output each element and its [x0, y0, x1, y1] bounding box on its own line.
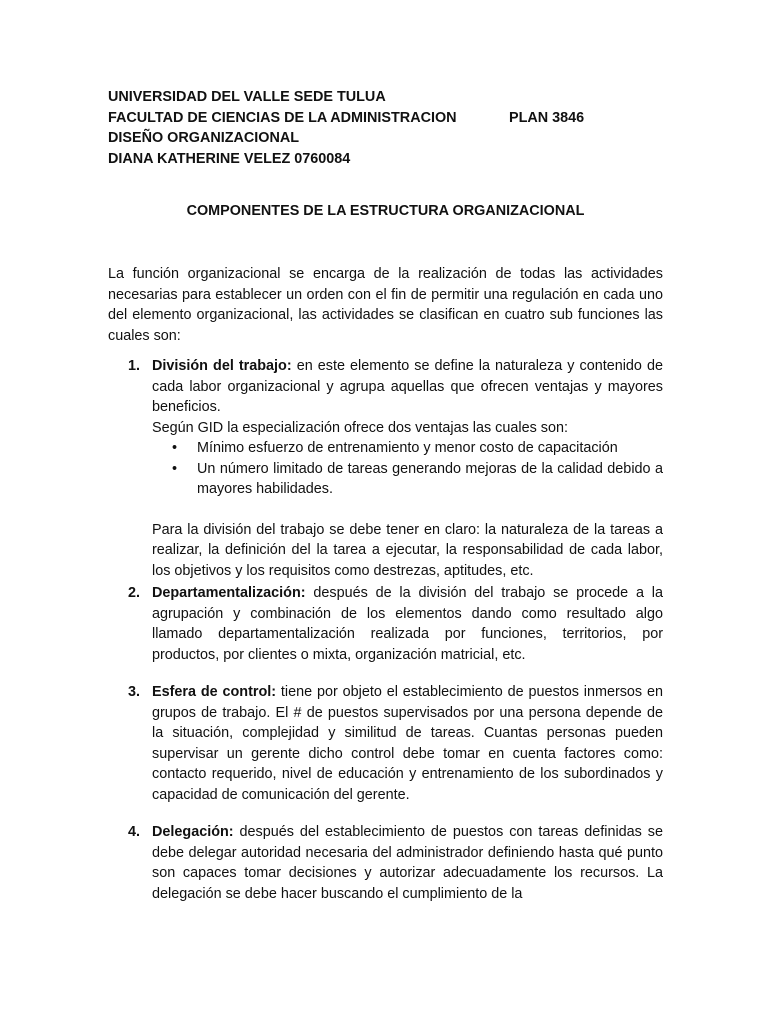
- intro-paragraph: La función organizacional se encarga de la realización de todas las actividades necesarias para establecer un orden con el fin de permitir una regulación en cada uno del elemento organizacional, las actividades se clasifican en cuatro sub funciones las cuales son:: [108, 266, 663, 344]
- item-text: tiene por objeto el establecimiento de puestos inmersos en grupos de trabajo. El # de puestos supervisados por una persona depende de la situación, complejidad y similitud de tareas. Cuantas personas pueden supervisar un gerente dicho control debe tomar en cuenta factores como: contacto requerido, nivel de educación y entrenamiento de los subordinados y capacidad de comunicación del gerente.: [152, 684, 663, 803]
- item-content: [152, 682, 663, 805]
- item-text: después del establecimiento de puestos con tareas definidas se debe delegar autoridad necesaria del administrador definiendo hasta qué punto son capaces tomar decisiones y autorizar adecuadamente los recursos. La delegación se debe hacer buscando el cumplimiento de la: [152, 824, 663, 902]
- item-content: [152, 822, 663, 904]
- item-number: 2.: [128, 585, 141, 601]
- bullet-item: • Mínimo esfuerzo de entrenamiento y menor costo de capacitación: [152, 438, 663, 459]
- university-name: UNIVERSIDAD DEL VALLE SEDE TULUA: [108, 89, 386, 105]
- item-term: Departamentalización:: [152, 585, 306, 601]
- bullet-icon: •: [172, 440, 178, 456]
- bullet-list: [152, 438, 663, 500]
- item-text: en este elemento se define la naturaleza y contenido de cada labor organizacional y agrupa aquellas que ofrecen ventajas y mayores beneficios.: [152, 358, 663, 415]
- plan-code: PLAN 3846: [509, 109, 585, 126]
- document-header: [108, 87, 668, 169]
- bullet-icon: •: [172, 460, 178, 477]
- student-name: DIANA KATHERINE VELEZ 0760084: [108, 150, 351, 167]
- item-term: Delegación:: [152, 824, 234, 840]
- bullet-item: • Un número limitado de tareas generando mejoras de la calidad debido a mayores habilidades.: [172, 460, 663, 497]
- item-main-text: [152, 356, 663, 418]
- item-term: Esfera de control:: [152, 684, 277, 700]
- item-content: [152, 356, 663, 581]
- faculty-line: [108, 108, 668, 129]
- item-number: 3.: [128, 684, 141, 700]
- item-paragraph: Para la división del trabajo se debe tener en claro: la naturaleza de la tareas a realizar, la definición del la tarea a ejecutar, la responsabilidad de cada labor, los objetivos y los requisitos como destrezas, aptitudes, etc.: [152, 521, 663, 579]
- item-subtext: Según GID la especialización ofrece dos ventajas las cuales son:: [152, 419, 568, 436]
- item-term: División del trabajo:: [152, 358, 292, 374]
- item-text: después de la división del trabajo se procede a la agrupación y combinación de los elementos dando como resultado algo llamado departamentalización realizada por funciones, territorios, por productos, por clientes o mixta, organización matricial, etc.: [152, 585, 663, 663]
- course-name: DISEÑO ORGANIZACIONAL: [108, 130, 300, 146]
- faculty-name: FACULTAD DE CIENCIAS DE LA ADMINISTRACION: [108, 109, 457, 126]
- document-title: COMPONENTES DE LA ESTRUCTURA ORGANIZACIONAL: [186, 203, 585, 219]
- item-content: [152, 583, 663, 665]
- item-number: 4.: [128, 824, 141, 840]
- item-number: 1.: [128, 358, 141, 374]
